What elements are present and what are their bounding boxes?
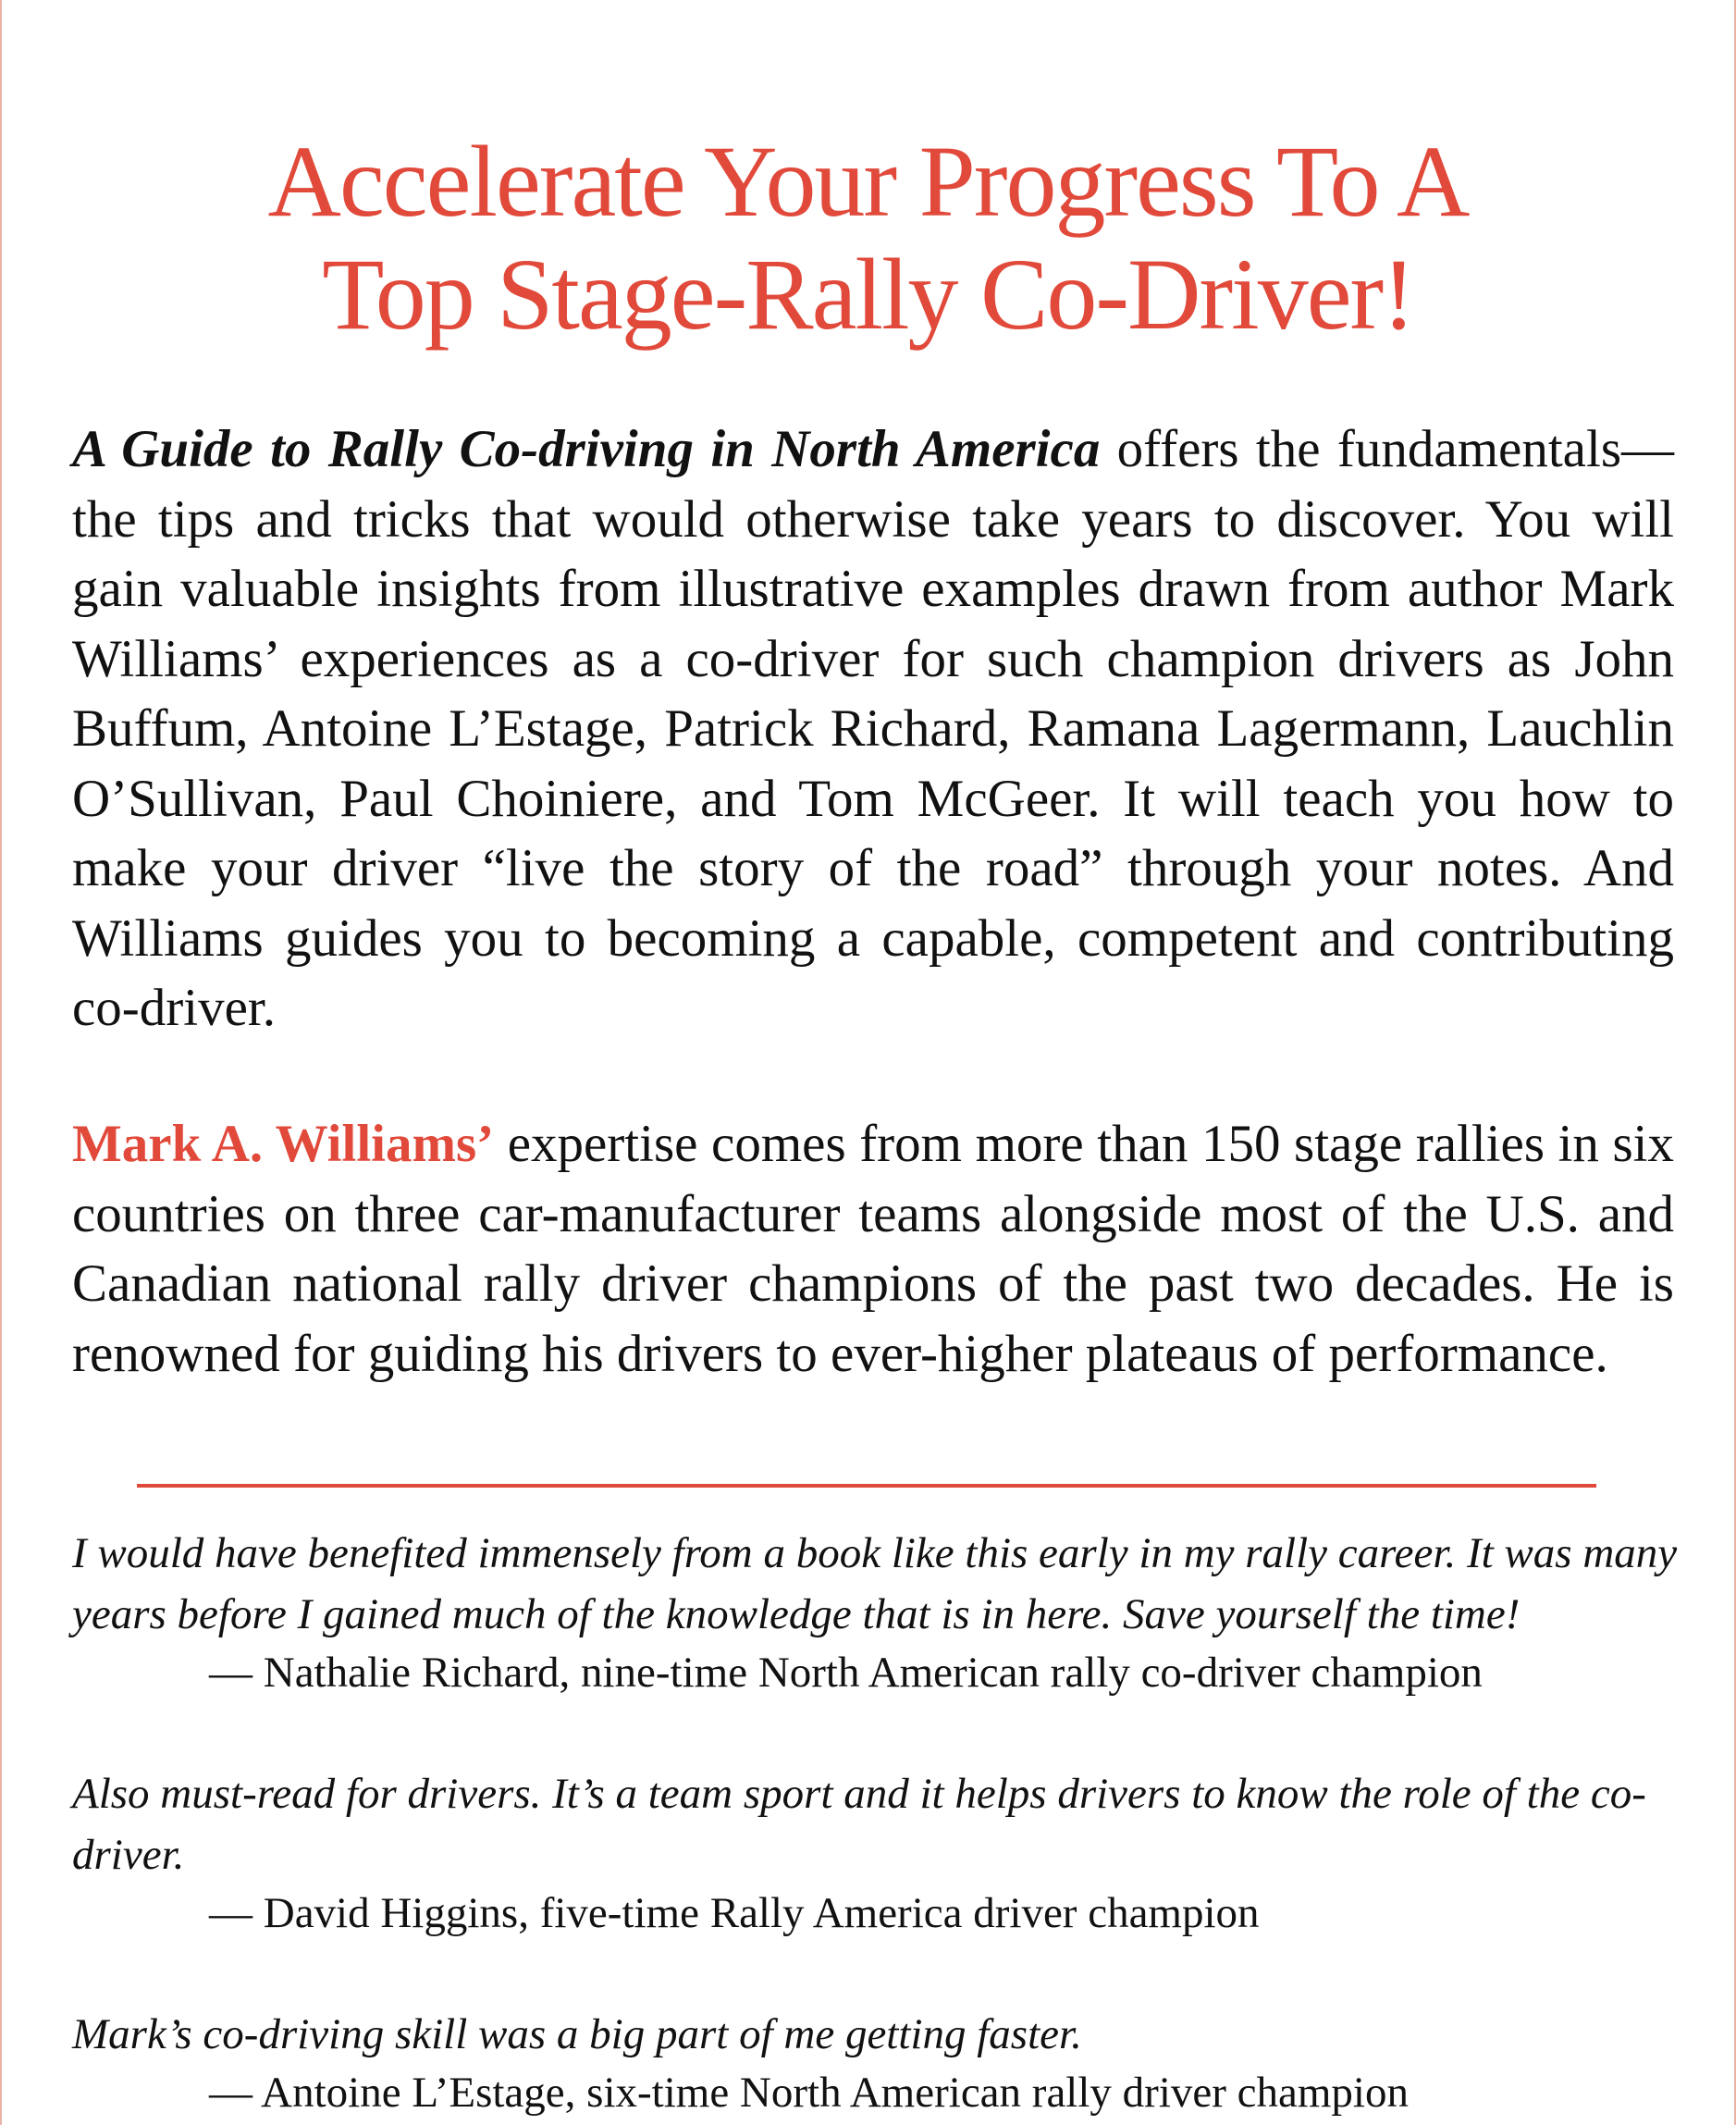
testimonial-attribution: — Nathalie Richard, nine-time North American rally co-driver champion	[209, 1649, 1483, 1697]
testimonial-attribution: — Antoine L’Estage, six-time North American rally driver champion	[209, 2069, 1409, 2117]
divider-line	[137, 1484, 1596, 1488]
author-bio-text: expertise comes from more than 150 stage rallies in six countries on three car-manufacturer teams alongside most of the U.S. and Canadian national rally driver champions of the past two decades. He is renowned for guiding his drivers to ever-higher plateaus of performance.	[72, 1115, 1674, 1383]
testimonial	[72, 1523, 1681, 1700]
testimonial-quote: Mark’s co-driving skill was a big part of me getting faster.	[72, 2010, 1082, 2058]
author-name: Mark A. Williams’	[72, 1115, 495, 1173]
headline	[0, 125, 1736, 351]
testimonial	[72, 1763, 1681, 1941]
testimonial-quote: I would have benefited immensely from a book like this early in my rally career. It was many years before I gained much of the knowledge that is in here. Save yourself the time!	[72, 1529, 1678, 1638]
headline-line-1: Accelerate Your Progress To A	[267, 125, 1469, 238]
book-description	[72, 414, 1674, 1044]
testimonial-attribution: — David Higgins, five-time Rally America driver champion	[209, 1889, 1260, 1937]
book-title: A Guide to Rally Co-driving in North America	[72, 420, 1101, 478]
testimonial-quote: Also must-read for drivers. It’s a team sport and it helps drivers to know the role of the co-driver.	[72, 1770, 1646, 1879]
description-text: offers the fundamentals—the tips and tricks that would otherwise take years to discover. You will gain valuable insights from illustrative examples drawn from author Mark Williams’ experiences as a co-driver for such champion drivers as John Buffum, Antoine L’Estage, Patrick Richard, Ramana Lagermann, Lauchlin O’Sullivan, Paul Choiniere, and Tom McGeer. It will teach you how to make your driver “live the story of the road” through your notes. And Williams guides you to becoming a capable, competent and contributing co-driver.	[72, 420, 1674, 1037]
testimonial	[72, 2004, 1681, 2120]
headline-line-2: Top Stage-Rally Co-Driver!	[322, 238, 1414, 351]
author-bio	[72, 1109, 1674, 1389]
